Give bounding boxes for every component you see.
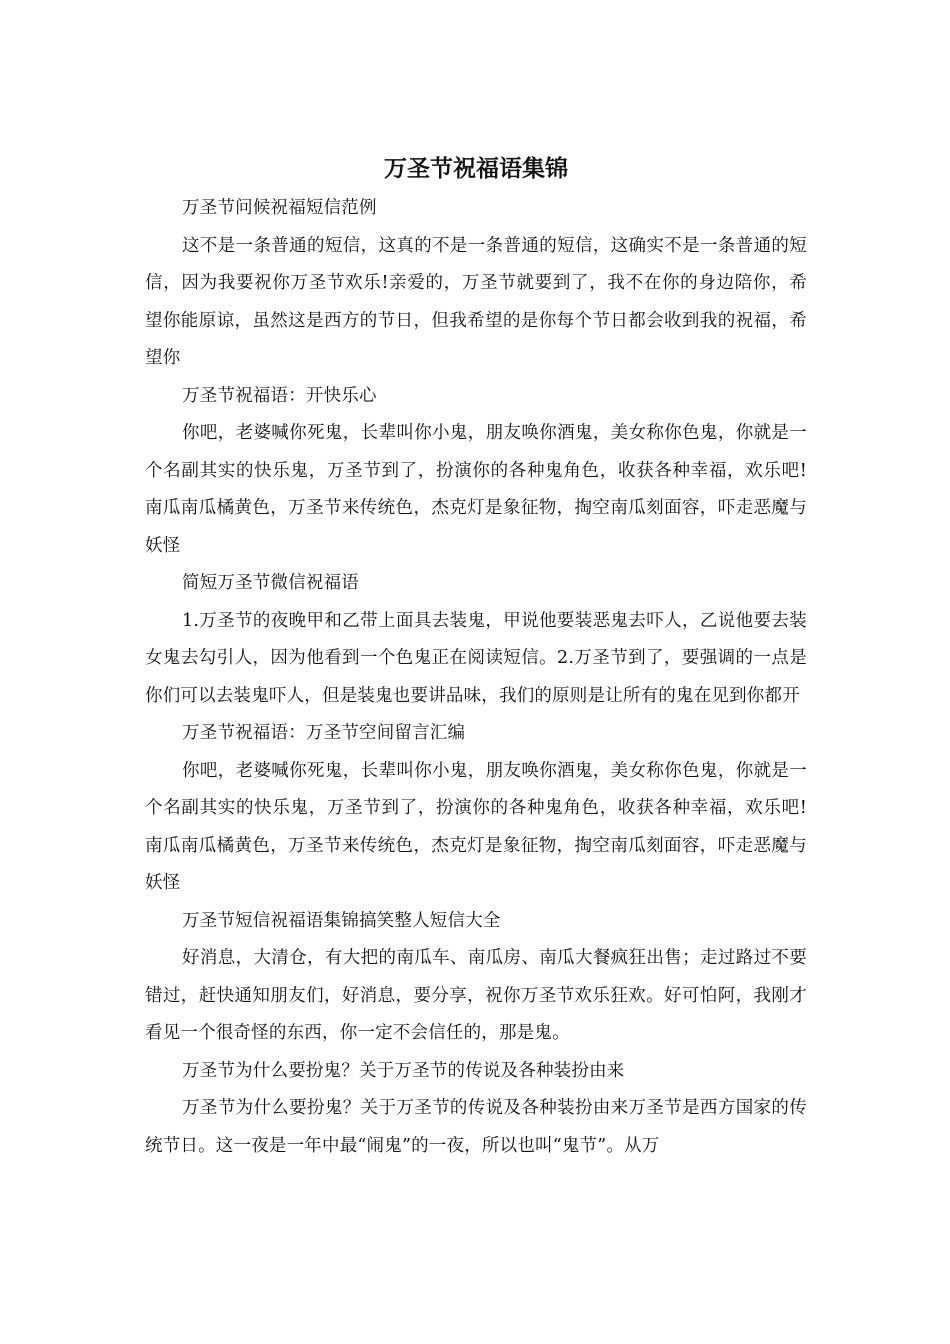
- section-paragraph: 1.万圣节的夜晚甲和乙带上面具去装鬼，甲说他要装恶鬼去吓人，乙说他要去装女鬼去勾引人，因为他看到一个色鬼正在阅读短信。2.万圣节到了，要强调的一点是你们可以去装鬼吓人，但是装鬼也要讲品味，我们的原则是让所有的鬼在见到你都开: [145, 610, 807, 706]
- section-heading: 简短万圣节微信祝福语: [182, 573, 359, 593]
- section-paragraph: 你吧，老婆喊你死鬼，长辈叫你小鬼，朋友唤你酒鬼，美女称你色鬼，你就是一个名副其实的快乐鬼，万圣节到了，扮演你的各种鬼角色，收获各种幸福，欢乐吧!南瓜南瓜橘黄色，万圣节来传统色，杰克灯是象征物，掏空南瓜刻面容，吓走恶魔与妖怪: [145, 760, 807, 893]
- section-heading: 万圣节祝福语：开快乐心: [182, 385, 377, 406]
- section-heading: 万圣节祝福语：万圣节空间留言汇编: [182, 723, 466, 743]
- section-heading: 万圣节问候祝福短信范例: [182, 198, 377, 218]
- section-paragraph: 这不是一条普通的短信，这真的不是一条普通的短信，这确实不是一条普通的短信，因为我要祝你万圣节欢乐!亲爱的，万圣节就要到了，我不在你的身边陪你，希望你能原谅，虽然这是西方的节日，但我希望的是你每个节日都会收到我的祝福，希望你: [145, 235, 807, 368]
- section-paragraph: 万圣节为什么要扮鬼？关于万圣节的传说及各种装扮由来万圣节是西方国家的传统节日。这一夜是一年中最“闹鬼”的一夜，所以也叫“鬼节”。从万: [145, 1098, 807, 1156]
- section-heading: 万圣节短信祝福语集锦搞笑整人短信大全: [182, 910, 501, 931]
- document-content: [145, 150, 807, 1165]
- section-paragraph: 你吧，老婆喊你死鬼，长辈叫你小鬼，朋友唤你酒鬼，美女称你色鬼，你就是一个名副其实的快乐鬼，万圣节到了，扮演你的各种鬼角色，收获各种幸福，欢乐吧!南瓜南瓜橘黄色，万圣节来传统色，杰克灯是象征物，掏空南瓜刻面容，吓走恶魔与妖怪: [145, 423, 807, 556]
- document-title: 万圣节祝福语集锦: [384, 155, 568, 182]
- section-heading: 万圣节为什么要扮鬼？关于万圣节的传说及各种装扮由来: [182, 1060, 625, 1081]
- section-paragraph: 好消息，大清仓，有大把的南瓜车、南瓜房、南瓜大餐疯狂出售；走过路过不要错过，赶快通知朋友们，好消息，要分享，祝你万圣节欢乐狂欢。好可怕阿，我刚才看见一个很奇怪的东西，你一定不会信任的，那是鬼。: [145, 948, 807, 1043]
